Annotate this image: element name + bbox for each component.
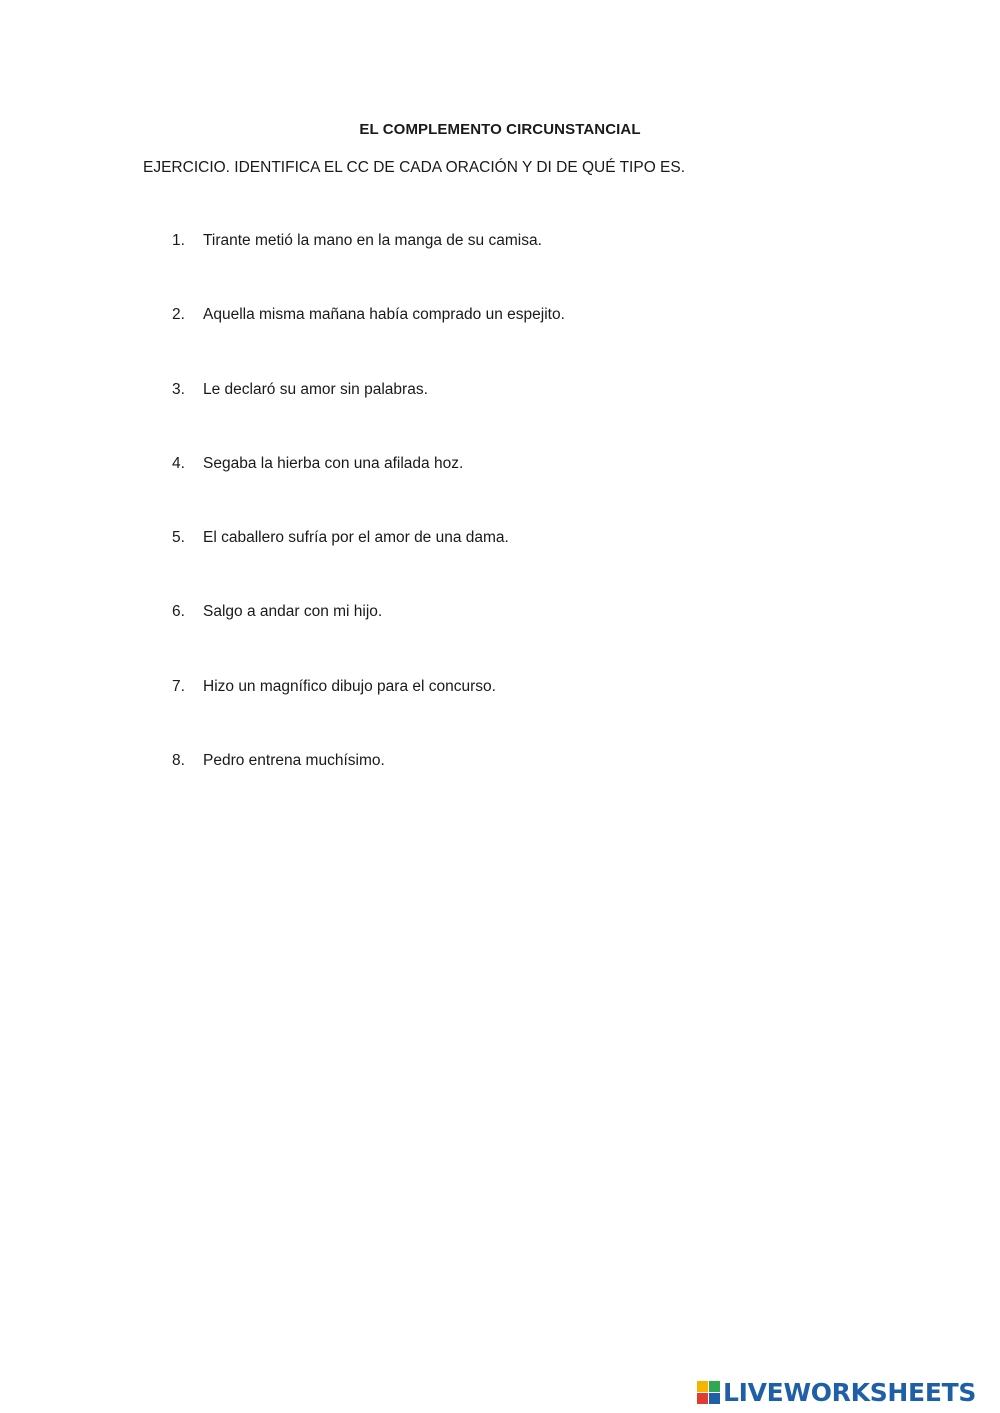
logo-mark-icon <box>697 1381 720 1404</box>
item-sentence: El caballero sufría por el amor de una dama. <box>203 529 509 547</box>
page-title: EL COMPLEMENTO CIRCUNSTANCIAL <box>359 121 641 138</box>
item-number: 1. <box>172 232 185 249</box>
exercise-instruction: EJERCICIO. IDENTIFICA EL CC DE CADA ORACIÓN Y DI DE QUÉ TIPO ES. <box>143 159 686 176</box>
item-number: 3. <box>172 380 185 398</box>
list-item <box>172 306 565 380</box>
item-sentence: Segaba la hierba con una afilada hoz. <box>203 454 464 472</box>
list-item <box>172 381 565 455</box>
list-item <box>172 529 565 603</box>
item-number: 4. <box>172 454 185 472</box>
logo-square-green <box>709 1381 720 1392</box>
item-number: 5. <box>172 529 185 547</box>
list-item <box>172 232 565 306</box>
liveworksheets-logo <box>697 1380 976 1405</box>
item-sentence: Pedro entrena muchísimo. <box>203 752 385 770</box>
list-item <box>172 678 565 752</box>
logo-square-red <box>697 1393 708 1404</box>
item-number: 8. <box>172 752 185 770</box>
item-number: 6. <box>172 603 185 621</box>
list-item <box>172 455 565 529</box>
logo-square-yellow <box>697 1381 708 1392</box>
item-sentence: Le declaró su amor sin palabras. <box>203 380 428 398</box>
item-number: 7. <box>172 677 185 695</box>
item-sentence: Tirante metió la mano en la manga de su camisa. <box>203 232 542 249</box>
item-sentence: Aquella misma mañana había comprado un espejito. <box>203 306 565 324</box>
list-item <box>172 752 565 826</box>
brand-name: LIVEWORKSHEETS <box>723 1378 977 1407</box>
item-sentence: Salgo a andar con mi hijo. <box>203 603 383 621</box>
logo-square-blue <box>709 1393 720 1404</box>
list-item <box>172 603 565 677</box>
item-number: 2. <box>172 306 185 324</box>
item-sentence: Hizo un magnífico dibujo para el concurso. <box>203 677 496 695</box>
exercise-list <box>172 232 565 826</box>
